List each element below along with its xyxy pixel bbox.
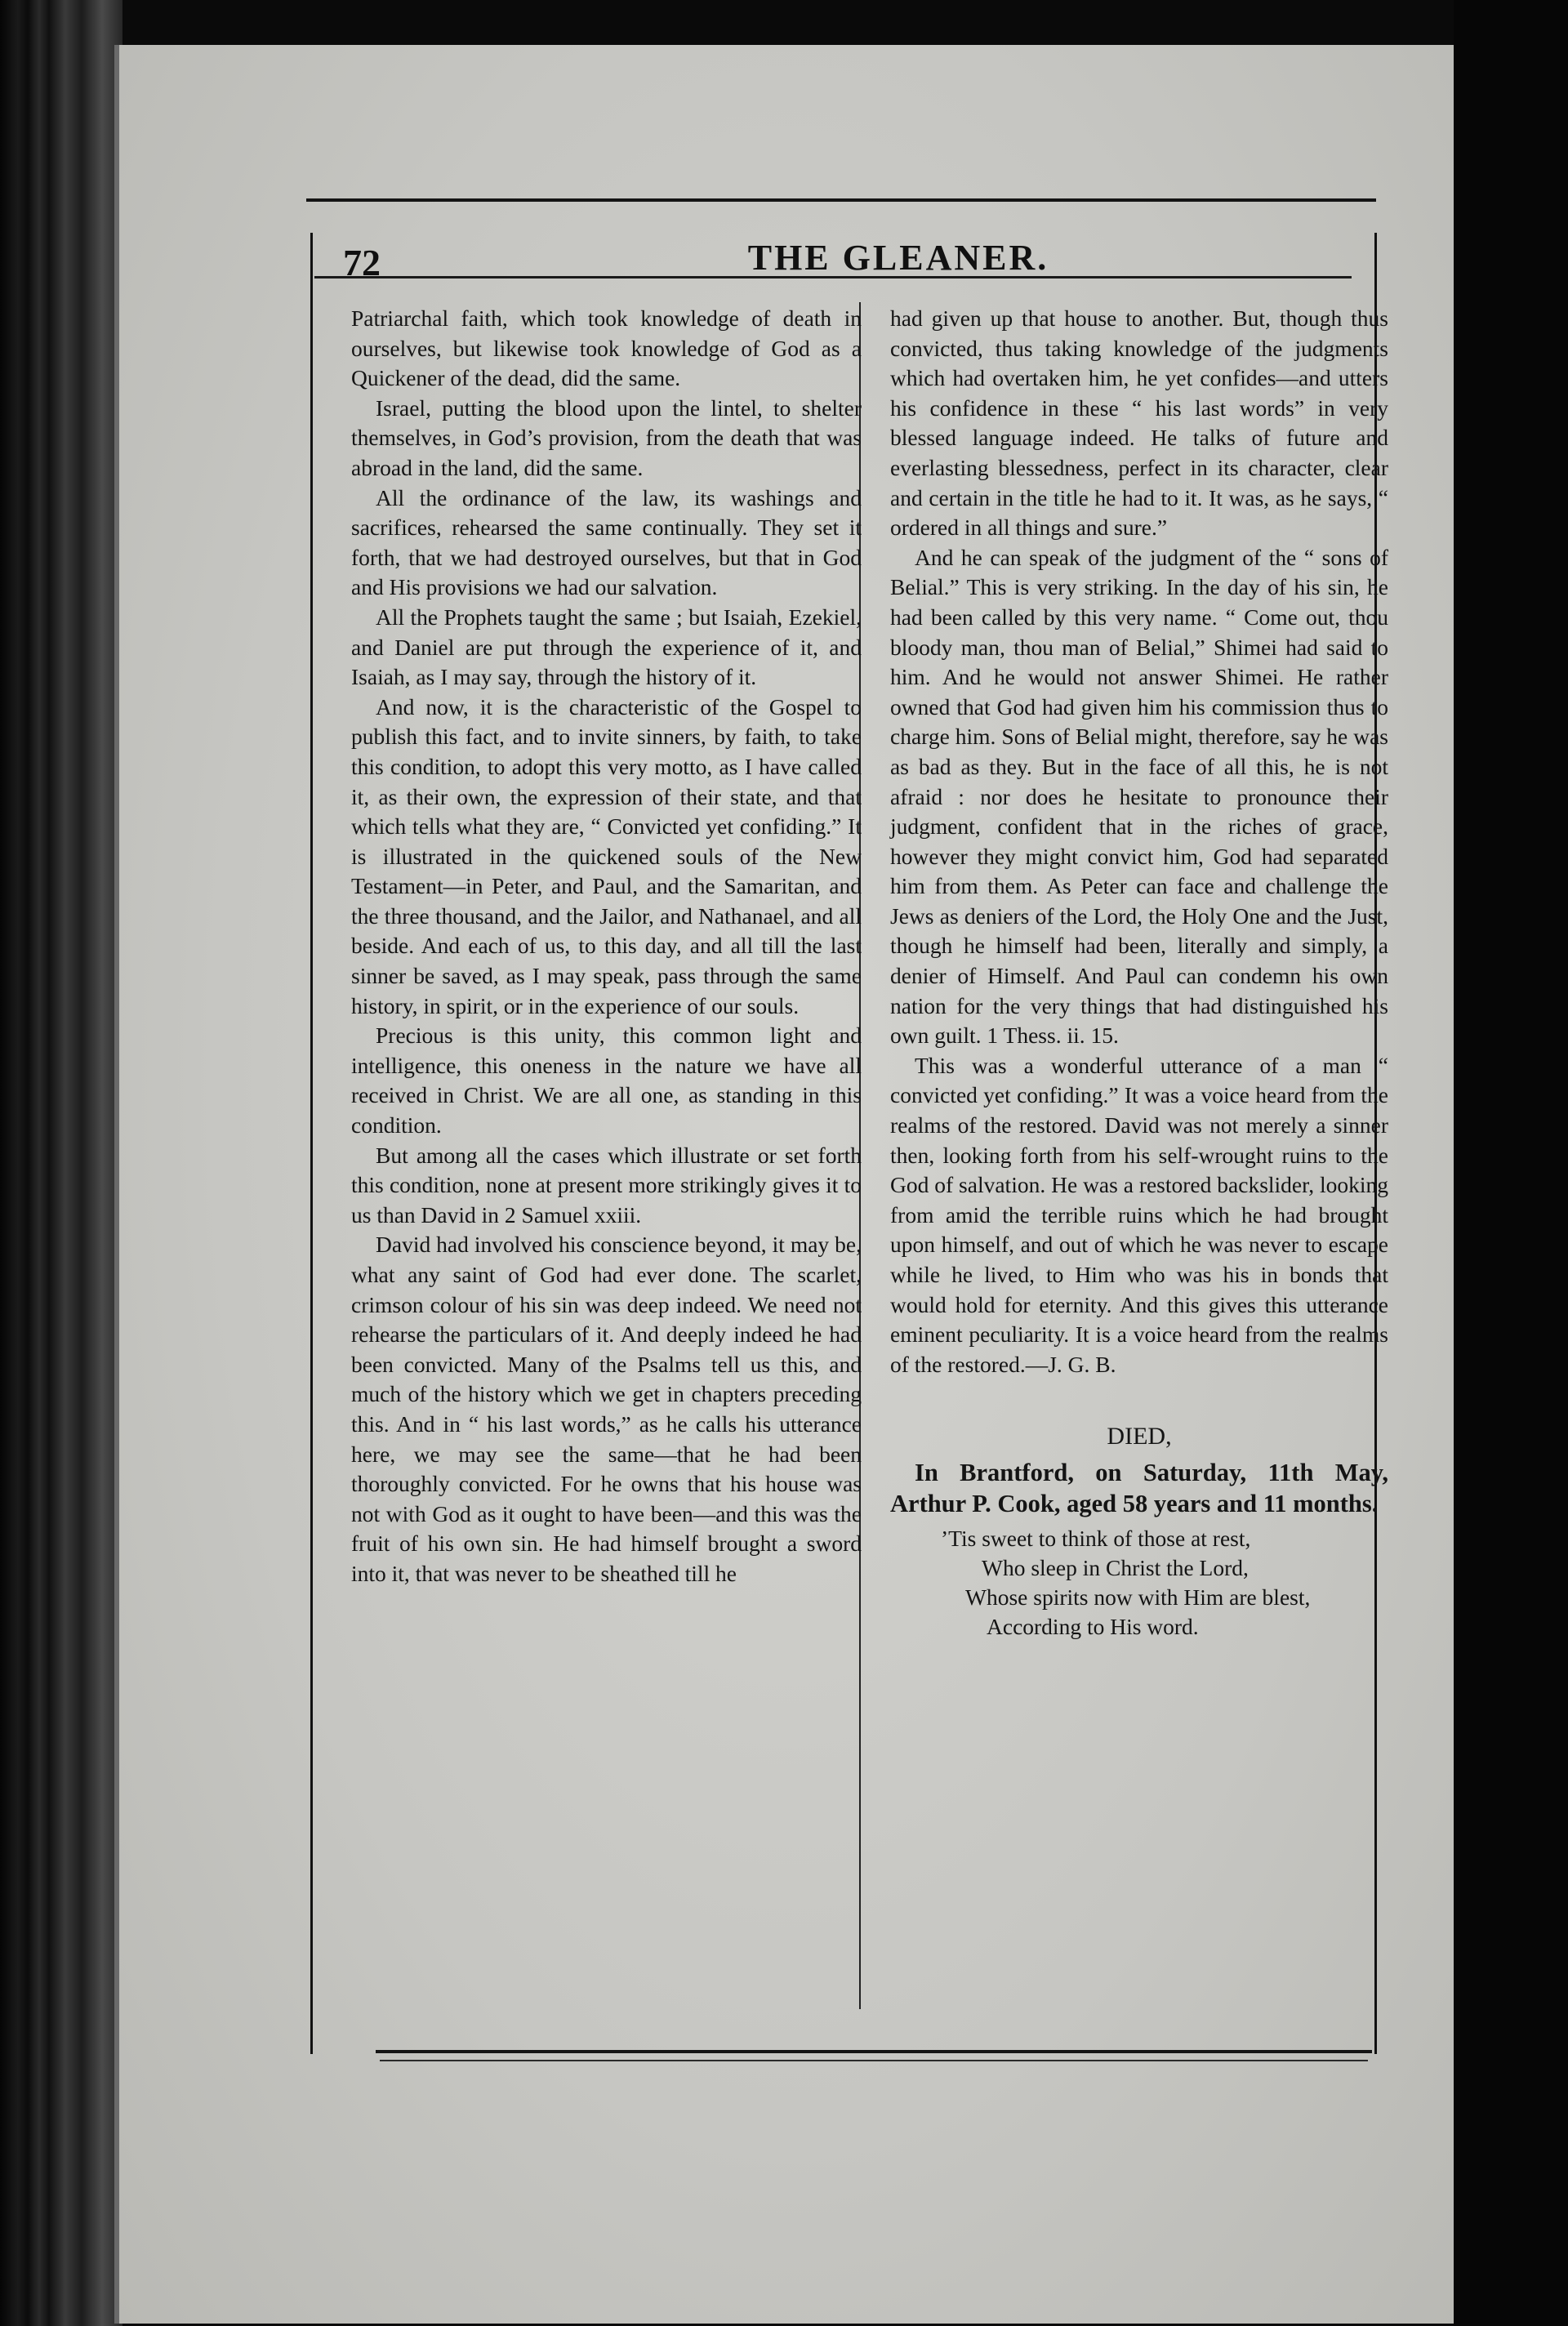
scan-background xyxy=(1454,0,1568,2326)
verse-line: According to His word. xyxy=(987,1613,1199,1639)
paragraph: David had involved his conscience beyond, it may be, what any saint of God had ever done. The scarlet, crimson colour of his sin was deep indeed. We need not rehearse the particulars of it. And deeply indeed he had been convicted. Many of the Psalms tell us this, and much of the history which we get in chapters preceding this. And in “ his last words,” as he calls his utterance here, we may see the same—that he had been thoroughly convicted. For he owns that his house was not with God as it ought to have been—and this was the fruit of his own sin. He had himself brought a sword into it, that was never to be sheathed till he xyxy=(351,1232,862,1586)
right-column xyxy=(890,304,1388,1642)
bottom-rule xyxy=(376,2050,1372,2053)
verse-line: ’Tis sweet to think of those at rest, xyxy=(941,1525,1251,1551)
death-notice-body: In Brantford, on Saturday, 11th May, Arthur P. Cook, aged 58 years and 11 months. xyxy=(890,1458,1388,1517)
paragraph: All the ordinance of the law, its washings and sacrifices, rehearsed the same continually. They set it forth, that we had destroyed ourselves, but that in God and His provisions we had our salvation. xyxy=(351,484,862,600)
top-rule xyxy=(306,198,1376,202)
left-column xyxy=(351,304,862,1589)
paragraph: This was a wonderful utterance of a man “ convicted yet confiding.” It was a voice heard from the realms of the restored. David was not merely a sinner then, looking forth from his self-wrought ruins to the God of salvation. He was a restored backslider, looking from amid the terrible ruins which he had brought upon himself, and out of which he was never to escape while he lived, to Him who was his in bonds that would hold for eternity. And this gives this utterance eminent peculiarity. It is a voice heard from the realms of the restored.—J. G. B. xyxy=(890,1052,1388,1377)
memorial-verse xyxy=(890,1524,1388,1642)
paragraph: And now, it is the characteristic of the Gospel to publish this fact, and to invite sinners, by faith, to take this condition, to adopt this very motto, as I have called it, as their own, the expression of their state, and that which tells what they are, “ Convicted yet confiding.” It is illustrated in the quickened souls of the New Testament—in Peter, and Paul, and the Samaritan, and the three thousand, and the Jailor, and Nathanael, and all beside. And each of us, to this day, and all till the last sinner be saved, as I may speak, pass through the same history, in spirit, or in the experience of our souls. xyxy=(351,693,862,1018)
paragraph: But among all the cases which illustrate or set forth this condition, none at present more strikingly gives it to us than David in 2 Samuel xxiii. xyxy=(351,1142,862,1228)
page-number: 72 xyxy=(343,242,381,283)
paragraph-continuation: had given up that house to another. But, though thus convicted, thus taking knowledge of the judgments which had overtaken him, he yet confides—and utters his confidence in these “ his last words” in very blessed language indeed. He talks of future and everlasting blessedness, perfect in its character, clear and certain in the title he had to it. It was, as he says, “ ordered in all things and sure.” xyxy=(890,305,1388,541)
running-head: THE GLEANER. xyxy=(747,238,1049,278)
bottom-rule-thin xyxy=(380,2060,1368,2061)
verse-line: Who sleep in Christ the Lord, xyxy=(982,1554,1249,1580)
verse-line: Whose spirits now with Him are blest, xyxy=(965,1584,1311,1610)
paragraph: And he can speak of the judgment of the “ sons of Belial.” This is very striking. In the day of his sin, he had been called by this very name. “ Come out, thou bloody man, thou man of Belial,” Shimei had said to him. And he would not answer Shimei. He rather owned that God had given him his commission thus to charge him. Sons of Belial might, therefore, say he was as bad as they. But in the face of all this, he is not afraid : nor does he hesitate to pronounce their judgment, confident that in the riches of grace, however they might convict him, God had separated him from them. As Peter can face and challenge the Jews as deniers of the Lord, the Holy One and the Just, though he himself had been, literally and simply, a denier of Himself. And Paul can condemn his own nation for the very things that had distinguished his own guilt. 1 Thess. ii. 15. xyxy=(890,544,1388,1049)
paragraph: Precious is this unity, this common light and intelligence, this oneness in the nature we have all received in Christ. We are all one, as standing in this condition. xyxy=(351,1023,862,1138)
paragraph: Israel, putting the blood upon the lintel, to shelter themselves, in God’s provision, from the death that was abroad in the land, did the same. xyxy=(351,394,862,480)
paragraph: Patriarchal faith, which took knowledge of death in ourselves, but likewise took knowledge of God as a Quickener of the dead, did the same. xyxy=(351,305,862,391)
book-spine-edge xyxy=(0,0,122,2326)
death-notice-heading: DIED, xyxy=(1107,1423,1172,1450)
paragraph: All the Prophets taught the same ; but Isaiah, Ezekiel, and Daniel are put through the experience of it, and Isaiah, as I may say, through the history of it. xyxy=(351,604,862,690)
